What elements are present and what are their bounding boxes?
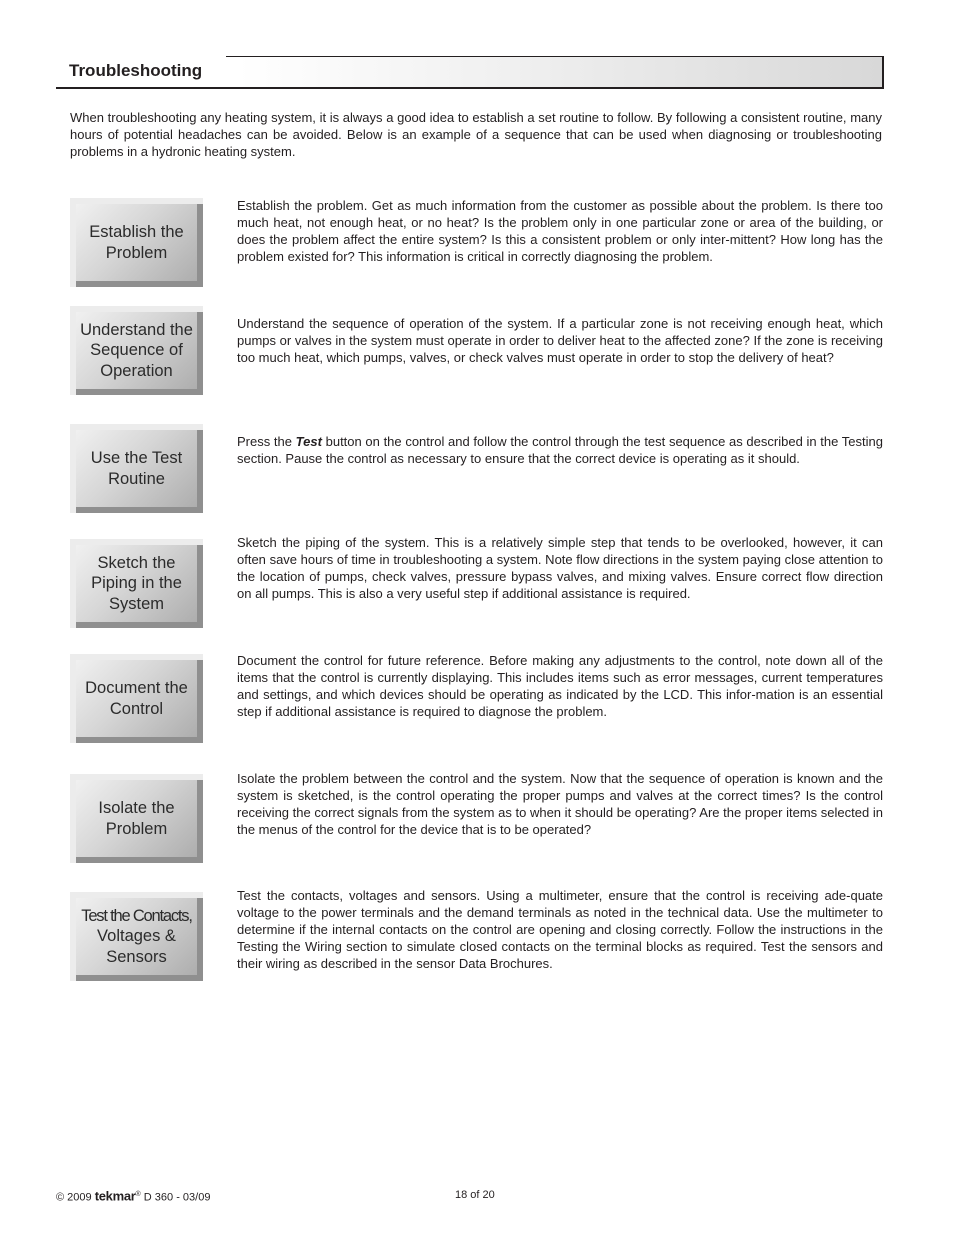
step-button-understand-sequence [70, 306, 203, 395]
step-label: Use the Test Routine [90, 449, 183, 488]
step-button-sketch-piping [70, 539, 203, 628]
step-label: Understand the Sequence of Operation [80, 320, 193, 380]
step-text-part: button on the control and follow the control through the test sequence as described in the Testing section. Pause the control as necessary to ensure that the correct device is operating as it should. [237, 434, 883, 466]
step-description: Understand the sequence of operation of the system. If a particular zone is not receiving enough heat, which pumps or valves in the system must operate in order to deliver heat to the affected zone? If the zone is receiving too much heat, which pumps, valves, or check valves must operate in order to stop the delivery of heat? [237, 316, 883, 365]
page-number: 18 of 20 [455, 1189, 495, 1201]
step-button-test-contacts [70, 892, 203, 981]
test-button-reference: Test [295, 434, 322, 449]
step-label-line: Sensors [106, 947, 167, 966]
step-description: Test the contacts, voltages and sensors. Using a multimeter, ensure that the control is receiving ade-quate voltage to the power terminals and the demand terminals as noted in the technical data. Use the multimeter to determine if the internal contacts on the control are opening and closing correctly. Follow the instructions in the Testing the Wiring section to simulate closed contacts on the terminal blocks as required. Test the sensors and their wiring as described in the sensor Data Brochures. [237, 888, 883, 971]
step-button-isolate-problem [70, 774, 203, 863]
step-label: Sketch the Piping in the System [91, 553, 182, 613]
registered-mark: ® [135, 1191, 141, 1198]
step-button-establish-problem [70, 198, 203, 287]
footer-copyright [56, 1187, 210, 1206]
step-label-line: Voltages & [97, 927, 176, 946]
step-description [237, 433, 883, 467]
step-description: Isolate the problem between the control and the system. Now that the sequence of operation is known and the system is sketched, is the control operating the proper pumps and valves at the correct times? Is the control receiving the correct signals from the system as to when it should be operating? Are the proper items selected in the menus of the control for the device that is to be operated? [237, 771, 883, 837]
step-label-line: Test the Contacts, [81, 906, 192, 925]
step-description: Sketch the piping of the system. This is a relatively simple step that tends to be overlooked, however, it can often save hours of time in troubleshooting a system. Note flow directions in the system paying close attention to the location of pumps, check valves, pressure bypass valves, and mixing valves. Ensure correct flow direction on all pumps. This is also a very useful step if additional assistance is required. [237, 535, 883, 601]
step-description: Establish the problem. Get as much information from the customer as possible about the problem. Is there too much heat, not enough heat, or no heat? Is the problem only in one particular zone or area of the building, or does the problem affect the entire system? Is this a consistent problem or only inter-mittent? How long has the problem existed for? This information is critical in correctly diagnosing the problem. [237, 198, 883, 264]
tekmar-logo: tekmar [94, 1188, 136, 1204]
step-label: Document the Control [85, 679, 188, 718]
document-code: D 360 - 03/09 [143, 1191, 211, 1204]
step-label: Establish the Problem [89, 223, 184, 262]
step-label: Isolate the Problem [98, 799, 175, 838]
step-label [70, 906, 203, 968]
step-description: Document the control for future reference. Before making any adjustments to the control, note down all of the items that the control is currently displaying. This includes items such as error messages, current temperatures and settings, and which devices should be operating as indicated by the LCD. This infor-mation is an essential step if additional assistance is required to diagnose the problem. [237, 653, 883, 719]
copyright-text: © 2009 [56, 1191, 92, 1204]
intro-paragraph: When troubleshooting any heating system, it is always a good idea to establish a set routine to follow. By following a consistent routine, many hours of potential headaches can be avoided. Below is an example of a sequence that can be used when diagnosing or troubleshooting problems in a hydronic heating system. [70, 110, 882, 159]
step-text-part: Press the [237, 434, 296, 449]
step-button-document-control [70, 654, 203, 743]
header-top-rule [226, 56, 884, 57]
step-button-test-routine [70, 424, 203, 513]
page-title: Troubleshooting [69, 61, 203, 80]
